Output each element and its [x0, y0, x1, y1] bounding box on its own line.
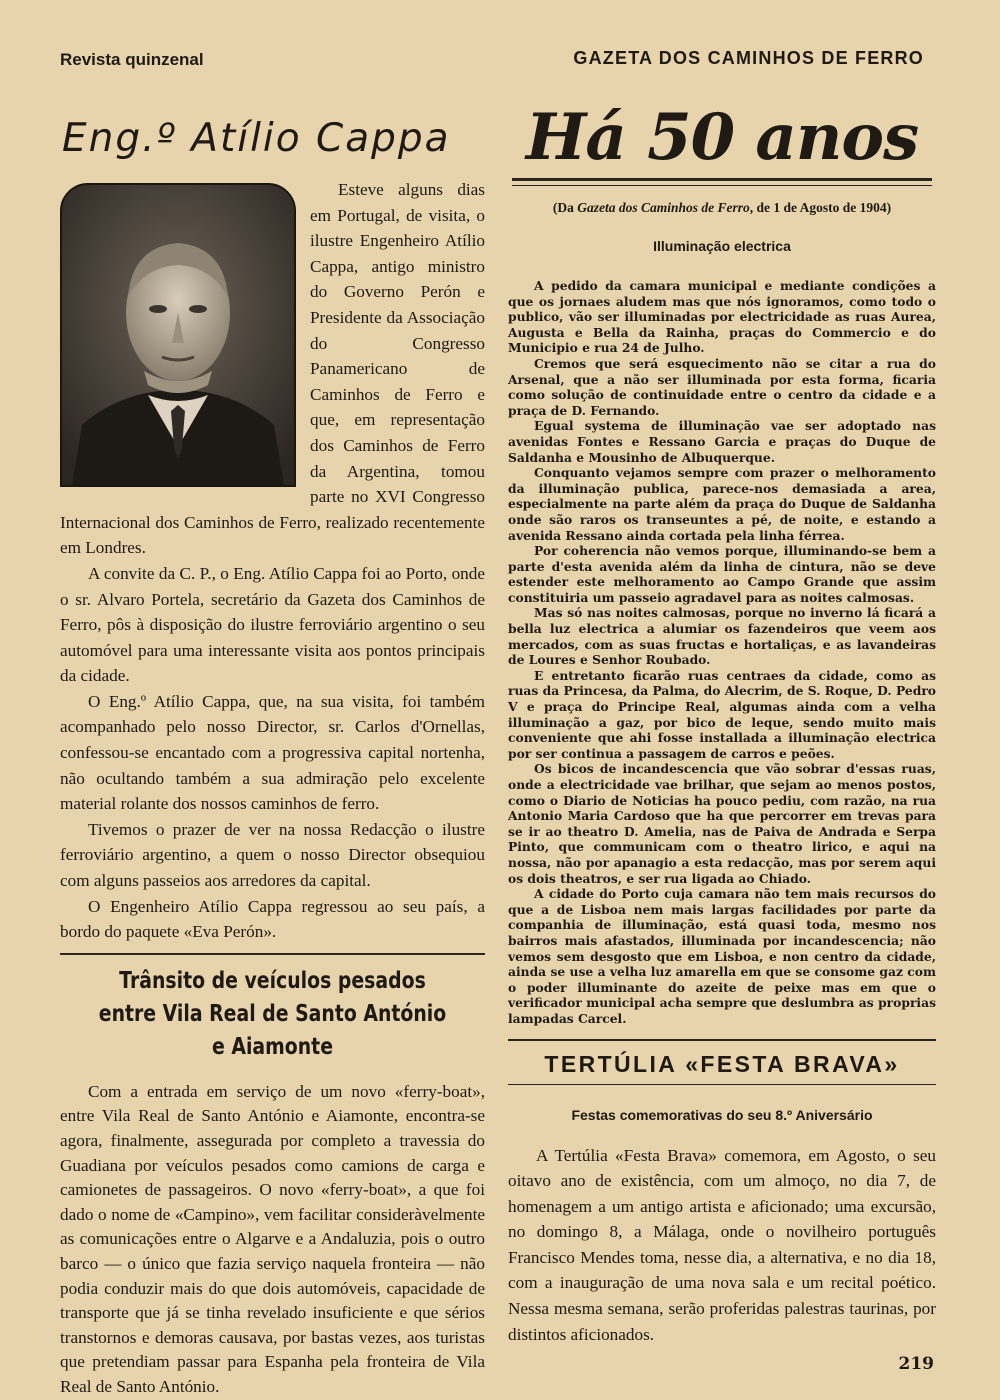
article-body-tertulia — [508, 1143, 936, 1348]
article-50-anos-paragraph: Por coherencia não vemos porque, illuminando-se bem a parte d'esta avenida além da linha de cintura, não se deve estender este melhoramento ao Campo Grande que assim constituiria um passeio agradavel para as noites calmosas. — [508, 543, 936, 605]
section-divider-thin — [508, 1084, 936, 1085]
subhead-illuminacao: Illuminação electrica — [653, 238, 791, 254]
article-title-transito: Trânsito de veículos pesados entre Vila Real de Santo António e Aiamonte — [98, 967, 447, 1060]
source-publication: Gazeta dos Caminhos de Ferro — [577, 200, 750, 215]
divider — [60, 953, 485, 955]
article-50-anos-paragraph: E entretanto ficarão ruas centraes da cidade, como as ruas da Princesa, da Palma, do Alecrim, de S. Roque, D. Pedro V e praça do Principe Real, algumas ainda com a velha illuminação a gaz, por bico de leque, sendo muito mais conveniente que ahi fosse installada a illuminação electrica por ser continua a passagem de carros e peões. — [508, 667, 936, 761]
article-50-anos-paragraph: Cremos que será esquecimento não se citar a rua do Arsenal, que a não ser illuminada por esta forma, ficaria como solução de continuidade entre o centro da cidade e a praça de D. Fernando. — [508, 355, 936, 418]
article-50-anos-paragraph: Os bicos de incandescencia que vão sobrar d'essas ruas, onde a electricidade vae brilhar, que sejam ao menos postos, como o Diario de Noticias ha pouco pediu, com razão, na rua Antonio Maria Cardoso que ha que percorrer em trevas para se ir ao theatro D. Amelia, nas de Paiva de Andrada e Serpa Pinto, que communicam com o theatro lirico, e aqui na nossa, não por apanagio a esta redacção, mas por serem aqui os dois theatros, e ser rua ligada ao Chiado. — [508, 761, 936, 886]
left-column — [60, 110, 485, 1400]
section-divider — [508, 1039, 936, 1041]
portrait-photo — [60, 183, 296, 487]
article-50-anos-paragraph: Conquanto vejamos sempre com prazer o melhoramento da illuminação publica, parece-nos demasiada a area, especialmente na parte além da praça do Duque de Saldanha onde são raros os transeuntes a pé, de noite, e estando a avenida Ressano ainda cortada pela linha férrea. — [508, 465, 936, 543]
article-cappa-paragraph: Esteve alguns dias em Portugal, de visita, o ilustre Engenheiro Atílio Cappa, antigo ministro do Governo Perón e Presidente da Associação do Congresso Panamericano de Caminhos de Ferro e que, em representação dos Caminhos de Ferro da Argentina, tomou parte no XVI Congresso Internacional dos Caminhos de Ferro, realizado recentemente em Londres. — [60, 180, 485, 558]
article-body-cappa — [60, 177, 485, 945]
article-title-tertulia: TERTÚLIA «FESTA BRAVA» — [544, 1050, 900, 1077]
title-rule-thick — [512, 178, 932, 181]
header-left: Revista quinzenal — [60, 50, 204, 69]
article-cappa-paragraph: A convite da C. P., o Eng. Atílio Cappa foi ao Porto, onde o sr. Alvaro Portela, secretário da Gazeta dos Caminhos de Ferro, pôs à disposição do ilustre ferroviário argentino o seu automóvel para uma interessante visita aos pontos principais da cidade. — [60, 563, 485, 686]
article-cappa-paragraph: O Engenheiro Atílio Cappa regressou ao seu país, a bordo do paquete «Eva Perón». — [60, 896, 485, 942]
source-note — [508, 200, 936, 216]
title-rule-thin — [512, 185, 932, 186]
article-title-cappa: Eng.º Atílio Cappa — [62, 116, 451, 161]
article-50-anos-paragraph: Egual systema de illuminação vae ser adoptado nas avenidas Fontes e Ressano Garcia e praças do Duque de Saldanha e Mousinho de Albuquerque. — [508, 418, 936, 465]
article-cappa-paragraph: O Eng.º Atílio Cappa, que, na sua visita, foi também acompanhado pelo nosso Director, sr. Carlos d'Ornellas, confessou-se encantado com a progressiva capital nortenha, não ocultando também a sua admiração pelo excelente material rolante dos nossos caminhos de ferro. — [60, 691, 485, 814]
subhead-festas: Festas comemorativas do seu 8.º Aniversário — [571, 1106, 873, 1123]
portrait-image — [62, 185, 294, 485]
article-body-50-anos — [508, 278, 936, 1027]
article-cappa-paragraph: Tivemos o prazer de ver na nossa Redacção o ilustre ferroviário argentino, a quem o nosso Director obsequiou com alguns passeios aos arredores da capital. — [60, 819, 485, 891]
article-50-anos-paragraph: Mas só nas noites calmosas, porque no inverno lá ficará a bella luz electrica a alumiar os fazendeiros que veem aos mercados, com as suas fructas e hortaliças, e as lavandeiras de Loures e Senhor Roubado. — [508, 605, 936, 668]
article-body-transito — [60, 1080, 485, 1400]
source-suffix: , de 1 de Agosto de 1904) — [749, 200, 892, 215]
article-50-anos-paragraph: A pedido da camara municipal e mediante condições a que os jornaes aludem mas que nós ignoramos, como todo o publico, vão ser illuminadas por electricidade as ruas Aurea, Augusta e Bella da Rainha, praças do Commercio e do Municipio e rua 24 de Julho. — [508, 278, 936, 356]
header-right: GAZETA DOS CAMINHOS DE FERRO — [573, 48, 924, 68]
article-title-50-anos: Há 50 anos — [525, 100, 919, 175]
right-column — [508, 100, 936, 1347]
article-transito-paragraph: Com a entrada em serviço de um novo «ferry-boat», entre Vila Real de Santo António e Aiamonte, encontra-se agora, finalmente, assegurada por completo a travessia do Guadiana por veículos pesados como camions de carga e camionetes de passageiros. O novo «ferry-boat», a que foi dado o nome de «Campino», vem facilitar consideràvelmente as comunicações entre o Algarve e a Andaluzia, pois o outro barco — o único que fazia serviço naquela fronteira — não podia conduzir mais do que dois automóveis, capacidade de transporte que já se tinha revelado insuficiente e que sérios transtornos e demoras causava, por bastas vezes, aos turistas que pretendiam passar para Espanha pela fronteira de Vila Real de Santo António. — [60, 1081, 485, 1396]
article-50-anos-paragraph: A cidade do Porto cuja camara não tem mais recursos do que a de Lisboa nem mais largas facilidades por parte da companhia de illuminação, está quasi toda, mesmo nos bairros mais afastados, illuminada por incandescencia; não vemos sem desgosto que em Lisboa, e non centro da cidade, ainda se use a velha luz amarella em que se consome gaz com o poder illuminante do azeite de peixe mas em que o verificador municipal acha sempre que deslumbra as proprias lampadas Carcel. — [508, 886, 936, 1026]
source-prefix: (Da — [552, 200, 578, 215]
page-number: 219 — [898, 1354, 934, 1374]
article-tertulia-paragraph: A Tertúlia «Festa Brava» comemora, em Agosto, o seu oitavo ano de existência, com um almoço, no dia 7, de homenagem a um antigo artista e aficionado; uma excursão, no domingo 8, a Málaga, onde o novilheiro português Francisco Mendes toma, nesse dia, a alternativa, e no dia 18, com a inauguração de uma nova sala e um recital poético. Nessa mesma semana, serão proferidas palestras taurinas, por distintos aficionados. — [508, 1145, 936, 1344]
